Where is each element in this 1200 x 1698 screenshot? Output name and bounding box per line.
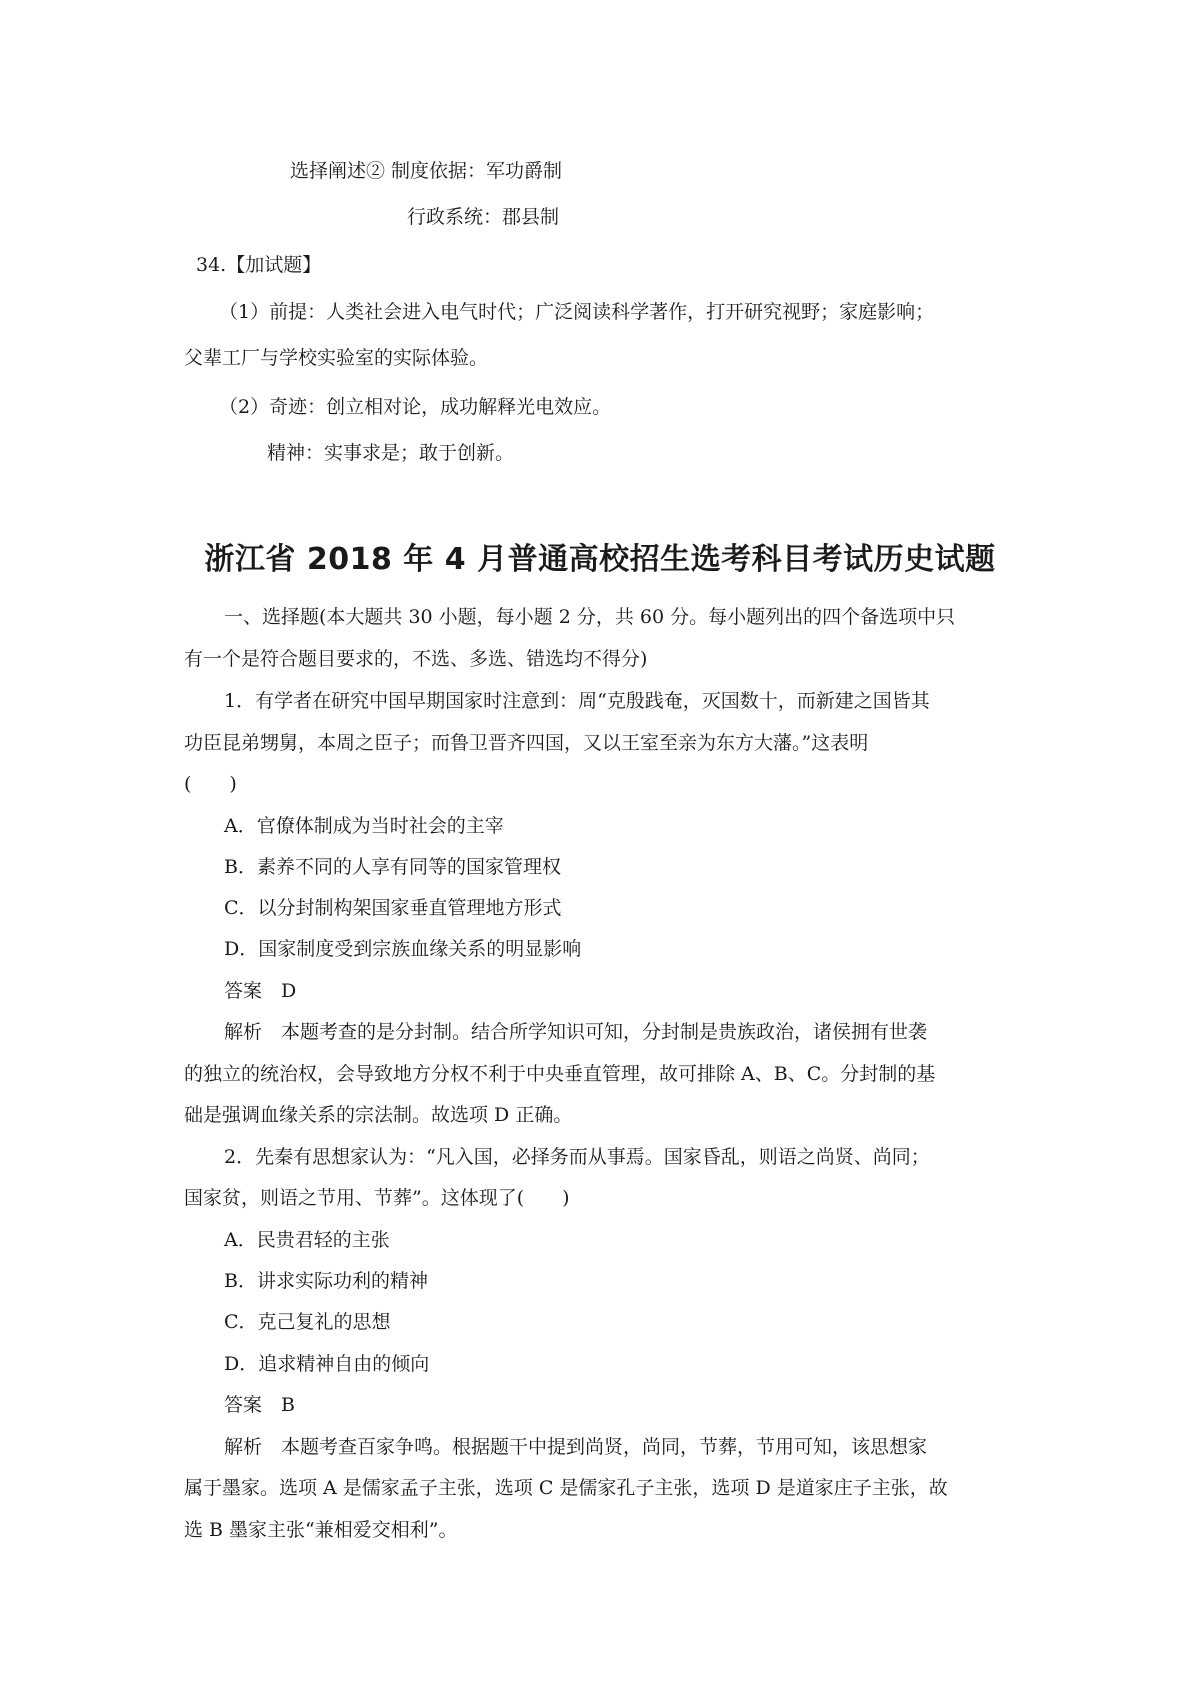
analysis: 的独立的统治权，会导致地方分权不利于中央垂直管理，故可排除 A、B、C。分封制的基	[184, 1063, 936, 1085]
answer-line: （2）奇迹：创立相对论，成功解释光电效应。	[219, 396, 612, 418]
section-instructions: 一、选择题(本大题共 30 小题，每小题 2 分，共 60 分。每小题列出的四个备选项中只	[224, 606, 956, 628]
analysis: 础是强调血缘关系的宗法制。故选项 D 正确。	[184, 1104, 573, 1126]
option-a: A．民贵君轻的主张	[224, 1229, 390, 1251]
option-d: D．追求精神自由的倾向	[224, 1353, 430, 1375]
question-stem: ( )	[184, 773, 237, 795]
analysis: 属于墨家。选项 A 是儒家孟子主张，选项 C 是儒家孔子主张，选项 D 是道家庄子主张，故	[184, 1477, 948, 1499]
option-b: B．素养不同的人享有同等的国家管理权	[224, 856, 561, 878]
question-stem: 功臣昆弟甥舅，本周之臣子；而鲁卫晋齐四国，又以王室至亲为东方大藩。”这表明	[184, 732, 869, 754]
exam-title: 浙江省 2018 年 4 月普通高校招生选考科目考试历史试题	[204, 542, 996, 577]
answer-line: 行政系统：郡县制	[407, 206, 560, 228]
answer-line: 父辈工厂与学校实验室的实际体验。	[184, 347, 489, 369]
option-c: C．以分封制构架国家垂直管理地方形式	[224, 897, 562, 919]
answer-line: 选择阐述② 制度依据：军功爵制	[290, 160, 563, 182]
question-number: 34.【加试题】	[196, 254, 322, 276]
option-d: D．国家制度受到宗族血缘关系的明显影响	[224, 938, 582, 960]
option-b: B．讲求实际功利的精神	[224, 1270, 428, 1292]
answer: 答案 B	[224, 1394, 295, 1416]
option-a: A．官僚体制成为当时社会的主宰	[224, 815, 504, 837]
question-stem: 2．先秦有思想家认为：“凡入国，必择务而从事焉。国家昏乱，则语之尚贤、尚同；	[224, 1146, 930, 1168]
option-c: C．克己复礼的思想	[224, 1311, 391, 1333]
answer: 答案 D	[224, 980, 297, 1002]
analysis: 解析 本题考查的是分封制。结合所学知识可知，分封制是贵族政治，诸侯拥有世袭	[224, 1021, 928, 1043]
question-stem: 1．有学者在研究中国早期国家时注意到：周“克殷践奄，灭国数十，而新建之国皆其	[224, 690, 930, 712]
answer-line: 精神：实事求是；敢于创新。	[267, 442, 515, 464]
analysis: 解析 本题考查百家争鸣。根据题干中提到尚贤，尚同，节葬，节用可知，该思想家	[224, 1436, 928, 1458]
answer-line: （1）前提：人类社会进入电气时代；广泛阅读科学著作，打开研究视野；家庭影响；	[219, 301, 935, 323]
analysis: 选 B 墨家主张“兼相爱交相利”。	[184, 1519, 458, 1541]
question-stem: 国家贫，则语之节用、节葬”。这体现了( )	[184, 1187, 570, 1209]
section-instructions: 有一个是符合题目要求的，不选、多选、错选均不得分)	[184, 648, 648, 670]
